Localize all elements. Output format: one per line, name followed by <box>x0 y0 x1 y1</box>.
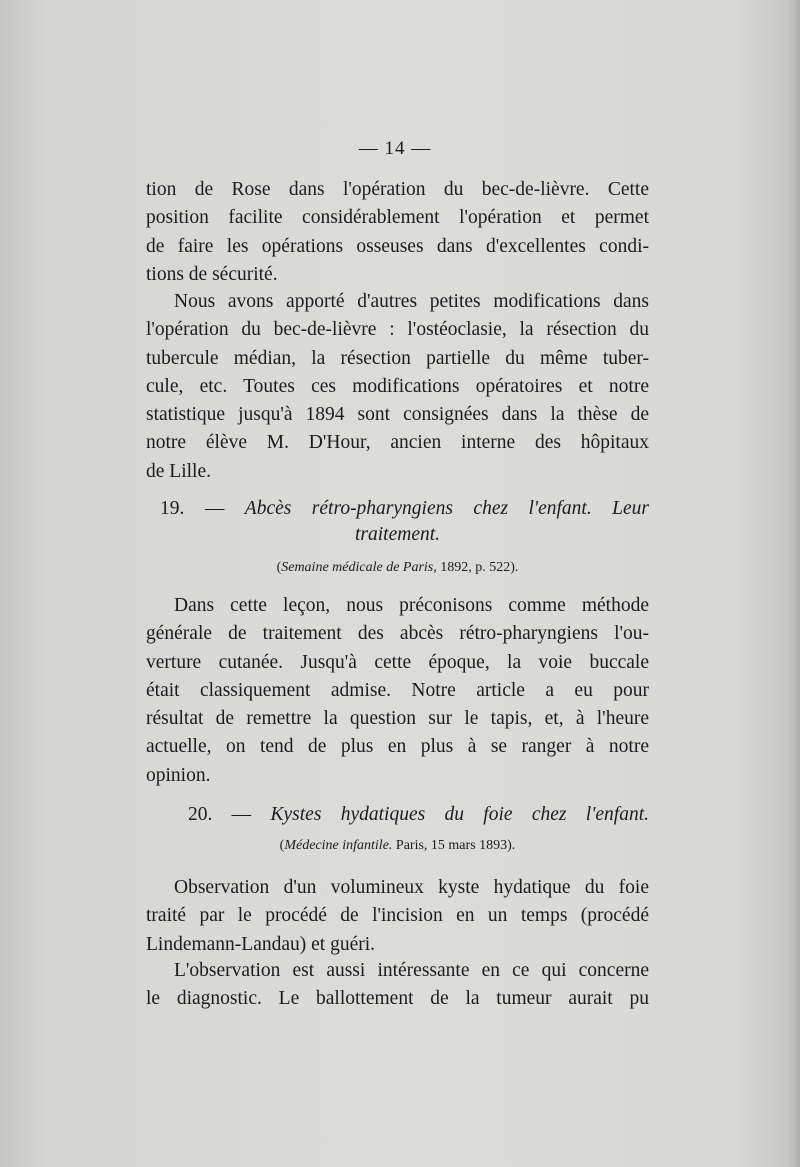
section-19-source: (Semaine médicale de Paris, 1892, p. 522). <box>276 560 519 575</box>
text-line: statistique jusqu'à 1894 sont consignées dans la thèse de <box>146 404 649 426</box>
section-20-body <box>146 874 649 959</box>
section-number: 19. — <box>160 498 225 519</box>
section-title-continuation: traitement. <box>354 524 441 545</box>
text-line: notre élève M. D'Hour, ancien interne des hôpitaux <box>146 432 649 454</box>
text-line: tion de Rose dans l'opération du bec-de-lièvre. Cette <box>146 179 649 200</box>
section-20-heading <box>146 804 649 826</box>
section-19-heading-cont <box>146 524 649 546</box>
text-line: générale de traitement des abcès rétro-pharyngiens l'ou- <box>146 623 649 645</box>
section-20-source: (Médecine infantile. Paris, 15 mars 1893). <box>279 838 516 853</box>
text-line: de faire les opérations osseuses dans d'excellentes condi- <box>146 235 649 257</box>
text-line: Dans cette leçon, nous préconisons comme méthode <box>174 595 649 616</box>
section-title: Kystes hydatiques du foie chez l'enfant. <box>270 804 650 825</box>
page-edge-shadow <box>788 0 800 1167</box>
section-title: Abcès rétro-pharyngiens chez l'enfant. Leur <box>244 498 649 519</box>
section-20-body-continued <box>146 957 649 1014</box>
text-line: Lindemann-Landau) et guéri. <box>146 933 376 955</box>
text-line: résultat de remettre la question sur le tapis, et, à l'heure <box>146 708 649 730</box>
text-line: actuelle, on tend de plus en plus à se ranger à notre <box>146 736 649 758</box>
text-line: Observation d'un volumineux kyste hydatique du foie <box>174 877 649 898</box>
text-line: tubercule médian, la résection partielle du même tuber- <box>146 347 649 369</box>
text-line: opinion. <box>146 764 211 786</box>
text-line: Nous avons apporté d'autres petites modifications dans <box>174 291 649 312</box>
text-line: le diagnostic. Le ballottement de la tumeur aurait pu <box>146 988 649 1010</box>
text-line: cule, etc. Toutes ces modifications opératoires et notre <box>146 375 649 397</box>
paragraph-modifications <box>146 288 649 486</box>
text-line: position facilite considérablement l'opération et permet <box>146 207 649 229</box>
text-line: verture cutanée. Jusqu'à cette époque, la voie buccale <box>146 651 649 673</box>
text-line: était classiquement admise. Notre article a eu pour <box>146 679 649 701</box>
source-details: 1892, p. 522 <box>440 560 511 575</box>
source-details: Paris, 15 mars 1893 <box>395 838 508 853</box>
text-line: de Lille. <box>146 460 211 482</box>
section-19-heading <box>146 498 649 520</box>
text-line: l'opération du bec-de-lièvre : l'ostéoclasie, la résection du <box>146 319 649 341</box>
source-journal: Médecine infantile. <box>284 838 393 853</box>
text-line: L'observation est aussi intéressante en ce qui concerne <box>174 960 649 981</box>
text-line: traité par le procédé de l'incision en un temps (procédé <box>146 905 649 927</box>
page-number: — 14 — <box>358 138 432 159</box>
source-journal: Semaine médicale de Paris, <box>281 560 437 575</box>
section-number: 20. — <box>188 804 252 825</box>
text-line: tions de sécurité. <box>146 263 278 285</box>
section-19-body <box>146 592 649 790</box>
paragraph-continuation <box>146 176 649 289</box>
